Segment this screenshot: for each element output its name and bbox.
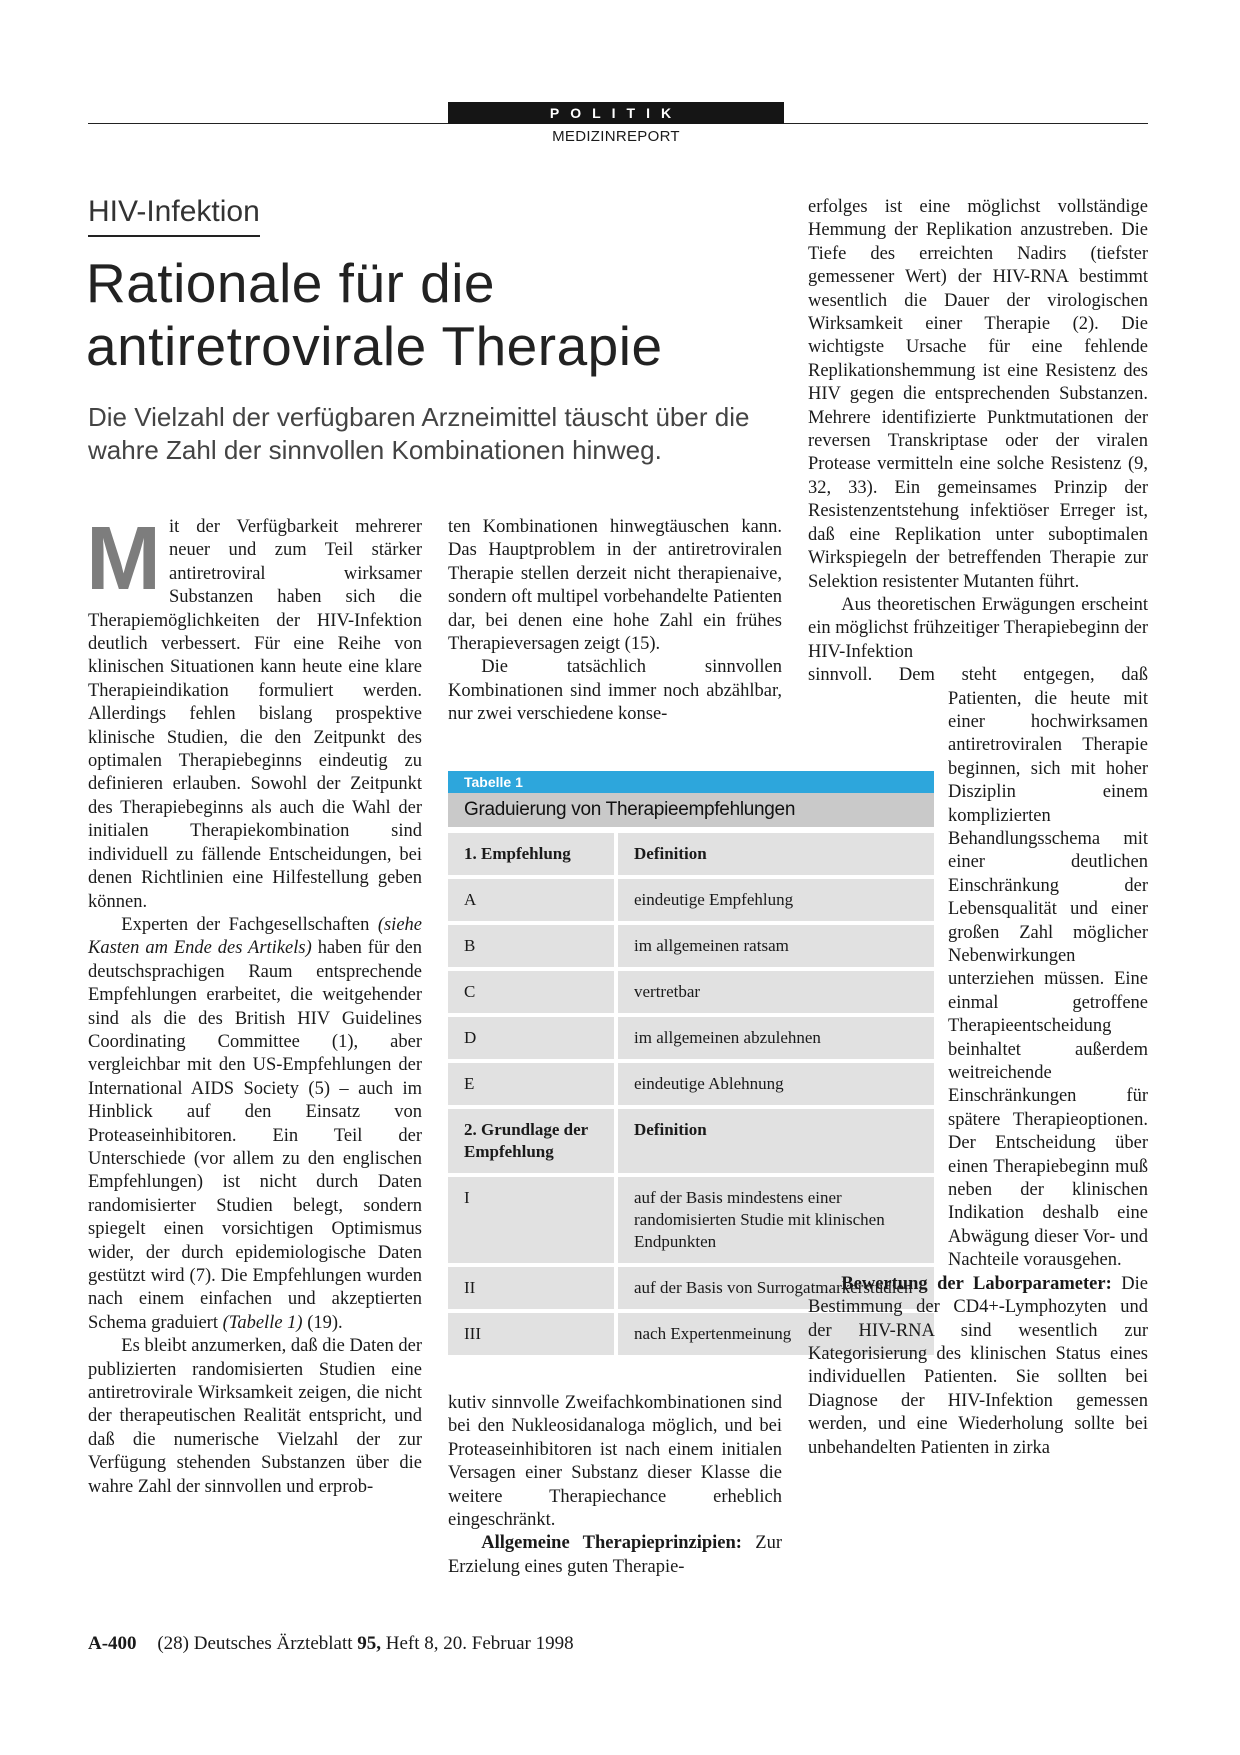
- table-header-cell: 1. Empfehlung: [448, 833, 614, 875]
- subtitle-line-1: Die Vielzahl der verfügbaren Arzneimittel täuscht über die: [88, 402, 750, 432]
- paragraph-lab: [808, 1273, 1148, 1460]
- subheading-principles: Allgemeine Therapieprinzipien:: [481, 1533, 742, 1554]
- journal-issue-date: Heft 8, 20. Februar 1998: [385, 1633, 574, 1654]
- paragraph-lab-text: Die Bestimmung der CD4+-Lymphozyten und der HIV-RNA sind wesentlich zur Kategorisierung des klinischen Status eines individuellen Patienten. Sie sollten bei Diagnose der HIV-Infektion gemessen werden, und eine Wiederholung sollte bei unbehandelten Patienten in zirka: [808, 1273, 1149, 1458]
- body-column-1: [86, 509, 422, 1616]
- article-subtitle: [88, 401, 768, 467]
- paragraph-combinations: ten Kombinationen hinwegtäuschen kann. Das Hauptproblem in der antiretroviralen Therapie stellen derzeit nicht therapienaive, sondern oft multipel vorbehandelte Patienten dar, bei denen eine hohe Zahl ein frühes Therapieversagen zeigt (15).: [448, 517, 782, 655]
- paragraph-early-therapy-line: [808, 664, 1148, 687]
- article-kicker: HIV-Infektion: [88, 193, 260, 237]
- subheading-lab: Bewertung der Laborparameter:: [841, 1273, 1112, 1294]
- table-cell-grade: B: [448, 925, 614, 967]
- table-cell-definition: im allgemeinen abzulehnen: [618, 1017, 934, 1059]
- paragraph-intro-text: it der Verfügbarkeit mehrerer neuer und zum Teil stärker antiretroviral wirksamer Substanzen haben sich die Therapiemöglichkeiten der HIV-Infektion deutlich verbessert. Für eine Reihe von klinischen Situationen kann heute eine klare Therapieindikation formuliert werden. Allerdings fehlen bislang prospektive klinische Studien, die den Zeitpunkt des optimalen Therapiebeginns eindeutig zu definieren erlauben. Sowohl der Zeitpunkt des Therapiebeginns als auch die Wahl der initialen Therapiekombination sind individuell zu fällende Entscheidungen, bei denen Richtlinien eine Hilfestellung geben können.: [88, 517, 422, 912]
- paragraph-intro: [86, 509, 422, 914]
- journal-volume: 95,: [357, 1633, 382, 1654]
- table-cell-grade: III: [448, 1313, 614, 1355]
- paragraph-replication: erfolges ist eine möglichst vollständige Hemmung der Replikation anzustreben. Die Tiefe des erreichten Nadirs (tiefster gemessener Wert) der HIV-RNA bestimmt wesentlich die Dauer der virologischen Wirksamkeit einer Therapie (2). Die wichtigste Ursache für eine fehlende Replikationshemmung ist eine Resistenz des HIV gegen die entsprechenden Substanzen. Mehrere identifizierte Punktmutationen der reversen Transkriptase oder der viralen Protease vermitteln eine solche Resistenz (9, 32, 33). Ein gemeinsames Prinzip der Resistenzentstehung infektiöser Erreger ist, daß eine Replikation unter suboptimalen Wirkspiegeln der betreffenden Therapie zur Selektion resistenter Mutanten führt.: [808, 197, 1148, 592]
- paragraph-early-therapy-text-line: sinnvoll. Dem steht entgegen, daß: [808, 665, 1148, 686]
- table-header-cell: Definition: [618, 1109, 934, 1173]
- journal-citation: (28) Deutsches Ärzteblatt: [157, 1633, 353, 1654]
- page-code: A-400: [88, 1633, 137, 1654]
- table-label: Tabelle 1: [448, 771, 934, 793]
- paragraph-remark: Es bleibt anzumerken, daß die Daten der publizierten randomisierten Studien eine antiretrovirale Wirksamkeit zeigen, die nicht der therapeutischen Realität entspricht, und daß die numerische Vielzahl der zur Verfügung stehenden Substanzen über die wahre Zahl der sinnvollen und erprob-: [88, 1336, 422, 1497]
- table-cell-definition: auf der Basis von Surrogatmarkerstudien: [618, 1267, 934, 1309]
- table-cell-definition: im allgemeinen ratsam: [618, 925, 934, 967]
- article-title: [86, 252, 776, 378]
- table-header-cell: Definition: [618, 833, 934, 875]
- table-cell-grade: I: [448, 1177, 614, 1263]
- paragraph-experts-text-b: haben für den deutschsprachigen Raum entsprechende Empfehlungen erarbeitet, die weitgehender sind als die des British HIV Guidelines Coordinating Committee (1), aber vergleichbar mit den US-Empfehlungen der International AIDS Society (5) – auch im Hinblick auf den Einsatz von Proteaseinhibitoren. Ein Teil der Unterschiede (vor allem zu den englischen Empfehlungen) ist nicht durch Daten randomisierter Studien belegt, sondern spiegelt einen vorsichtigen Optimismus wider, der durch epidemiologische Daten gestützt wird (7). Die Empfehlungen wurden nach einem einfachen und akzeptierten Schema graduiert: [88, 938, 422, 1333]
- subtitle-line-2: wahre Zahl der sinnvollen Kombinationen hinweg.: [88, 435, 662, 465]
- paragraph-experts-text-end: (19).: [307, 1312, 343, 1333]
- table-cell-grade: E: [448, 1063, 614, 1105]
- table-cell-definition: vertretbar: [618, 971, 934, 1013]
- table-cell-grade: A: [448, 879, 614, 921]
- box-reference: (siehe Kasten am Ende des Artikels): [88, 914, 422, 959]
- body-column-2-bottom: [448, 1392, 782, 1579]
- table-cell-definition: nach Expertenmeinung: [618, 1313, 934, 1355]
- section-label: POLITIK: [448, 102, 784, 124]
- table-title: Graduierung von Therapieempfehlungen: [448, 793, 934, 827]
- drop-cap: M: [86, 509, 161, 609]
- table-cell-definition: eindeutige Ablehnung: [618, 1063, 934, 1105]
- paragraph-early-therapy-text-a: Aus theoretischen Erwägungen erscheint ein möglichst frühzeitiger Therapiebeginn der HIV-Infektion: [808, 594, 1148, 662]
- paragraph-early-therapy: [808, 594, 1148, 664]
- paragraph-countable: Die tatsächlich sinnvollen Kombinationen sind immer noch abzählbar, nur zwei verschiedene konse-: [448, 657, 782, 725]
- title-line-1: Rationale für die: [86, 252, 496, 314]
- paragraph-experts: [88, 914, 422, 1335]
- body-column-2-top: [448, 516, 782, 727]
- paragraph-principles-text: Zur Erzielung eines guten Therapie-: [448, 1533, 783, 1577]
- table-cell-definition: auf der Basis mindestens einer randomisierten Studie mit klinischen Endpunkten: [618, 1177, 934, 1263]
- paragraph-early-therapy-wrap: Patienten, die heute mit einer hochwirksamen antiretroviralen Therapie beginnen, sich mit hoher Disziplin einem komplizierten Behandlungsschema mit einer deutlichen Einschränkung der Lebensqualität und einer großen Zahl möglicher Nebenwirkungen unterziehen müssen. Eine einmal getroffene Therapieentscheidung beinhaltet außerdem weitreichende Einschränkungen für spätere Therapieoptionen. Der Entscheidung über einen Therapiebeginn muß neben der klinischen Indikation deshalb eine Abwägung dieser Vor- und Nachteile vorausgehen.: [948, 688, 1148, 1271]
- title-line-2: antiretrovirale Therapie: [86, 315, 663, 377]
- subsection-label: MEDIZINREPORT: [552, 128, 680, 145]
- table-cell-grade: D: [448, 1017, 614, 1059]
- paragraph-dual-combinations: kutiv sinnvolle Zweifachkombinationen sind bei den Nukleosidanaloga möglich, und bei Proteaseinhibitoren ist nach einem initialen Versagen einer Substanz dieser Klasse die weitere Therapiechance erheblich eingeschränkt.: [448, 1393, 782, 1531]
- body-column-3: [808, 196, 1148, 1460]
- page-footer: [88, 1632, 574, 1656]
- paragraph-principles: [448, 1532, 782, 1579]
- paragraph-experts-text-a: Experten der Fachgesellschaften: [121, 914, 370, 935]
- table-cell-grade: C: [448, 971, 614, 1013]
- table-cell-grade: II: [448, 1267, 614, 1309]
- table-header-cell: 2. Grundlage der Empfehlung: [448, 1109, 614, 1173]
- table-cell-definition: eindeutige Empfehlung: [618, 879, 934, 921]
- table-reference: (Tabelle 1): [222, 1312, 303, 1333]
